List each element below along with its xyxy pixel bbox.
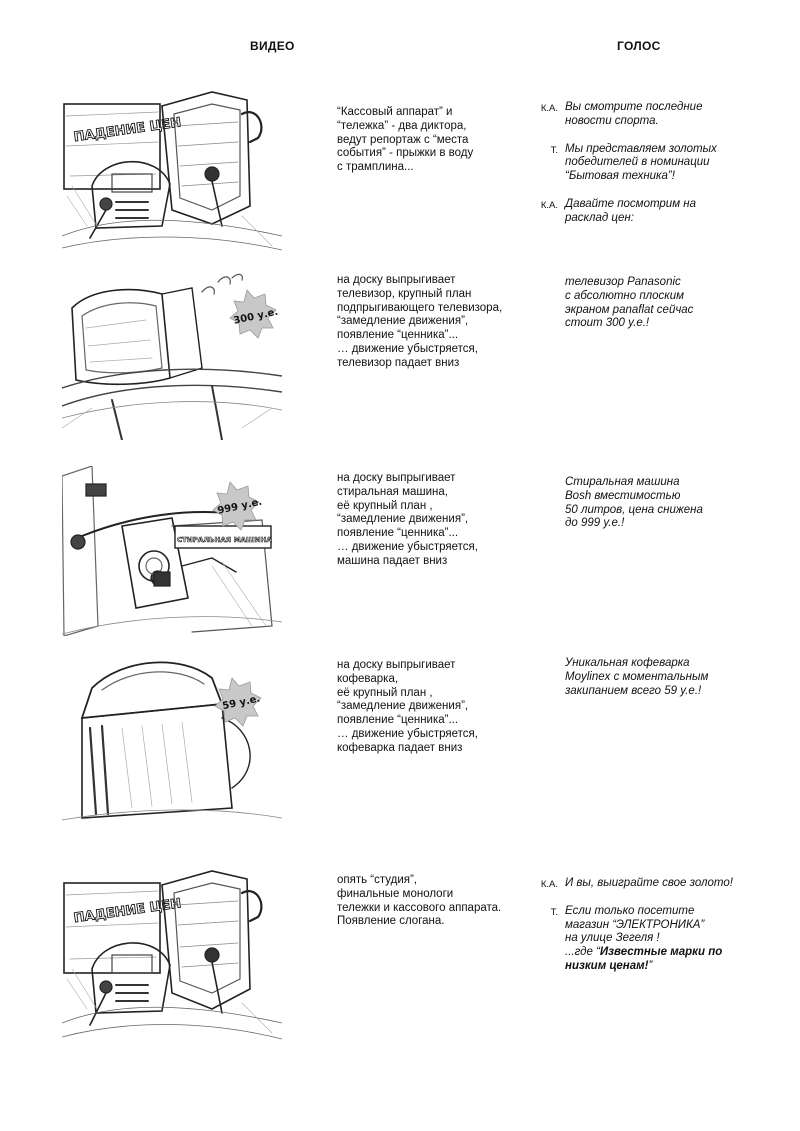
scene-4-price-tag: 59 у.е. bbox=[221, 693, 262, 713]
voice-line bbox=[530, 905, 790, 974]
speaker-label: К.А. bbox=[540, 103, 558, 114]
voice-text: телевизор Panasonic bbox=[565, 276, 681, 288]
scene-2-video-line: … движение убыстряется, bbox=[337, 342, 478, 355]
scene-1-video-line: ведут репортаж с “места bbox=[337, 133, 469, 146]
speaker-label: К.А. bbox=[540, 199, 558, 211]
scene-3-video-line: появление “ценника”... bbox=[337, 527, 459, 540]
scene-2-sketch-image bbox=[62, 268, 282, 440]
scene-3-sketch-image bbox=[62, 466, 282, 636]
scene-4-video-line: кофеварка, bbox=[337, 672, 399, 685]
scene-3-video-description bbox=[337, 472, 522, 569]
scene-3-video-line: машина падает вниз bbox=[337, 554, 448, 567]
slogan-suffix: ” bbox=[648, 959, 653, 972]
voice-line bbox=[530, 657, 790, 698]
scene-4-video-description bbox=[337, 659, 522, 756]
slogan-prefix: ...где “ bbox=[565, 946, 600, 959]
scene-4-video-line: … движение убыстряется, bbox=[337, 727, 478, 740]
scene-5-sketch-image bbox=[62, 863, 282, 1043]
voice-text: Уникальная кофеварка bbox=[565, 657, 690, 669]
voice-text: Bosh вместимостью bbox=[565, 489, 681, 502]
scene-3-price-tag: 999 у.е. bbox=[216, 496, 264, 517]
scene-4-voice bbox=[530, 657, 790, 712]
voice-line bbox=[530, 101, 790, 129]
voice-text: до 999 у.е.! bbox=[565, 517, 625, 530]
voice-line bbox=[530, 276, 790, 331]
voice-text: закипанием всего 59 у.е.! bbox=[565, 684, 702, 697]
speaker-label: Т. bbox=[550, 144, 558, 156]
slogan-line bbox=[565, 946, 790, 960]
voice-text: И вы, выиграйте свое золото! bbox=[565, 877, 733, 889]
scene-1-voice bbox=[530, 101, 790, 240]
scene-5-video-line: финальные монологи bbox=[337, 887, 454, 900]
voice-text: Мы представляем золотых bbox=[565, 142, 717, 155]
scene-4-video-line: появление “ценника”... bbox=[337, 714, 459, 727]
scene-4-video-line: “замедление движения”, bbox=[337, 700, 469, 713]
scene-5-sign-text: ПАДЕНИЕ ЦЕН bbox=[72, 896, 183, 927]
voice-text: магазин “ЭЛЕКТРОНИКА” bbox=[565, 918, 705, 931]
voice-text: победителей в номинации bbox=[565, 156, 710, 169]
slogan-line bbox=[565, 960, 790, 974]
voice-text: Вы смотрите последние bbox=[565, 101, 703, 113]
scene-1-video-line: “тележка” - два диктора, bbox=[337, 119, 467, 132]
scene-5-video-line: Появление слогана. bbox=[337, 915, 445, 928]
scene-5-video-line: тележки и кассового аппарата. bbox=[337, 901, 502, 914]
scene-2-video-line: телевизор, крупный план bbox=[337, 287, 472, 300]
speaker-label: К.А. bbox=[540, 879, 558, 890]
scene-2-video-line: подпрыгивающего телевизора, bbox=[337, 301, 503, 314]
scene-1-video-description bbox=[337, 106, 522, 175]
voice-line bbox=[530, 476, 790, 531]
scene-4-video-line: кофеварка падает вниз bbox=[337, 741, 463, 754]
scene-2-video-line: появление “ценника”... bbox=[337, 329, 459, 342]
scene-1-sign-text: ПАДЕНИЕ ЦЕН bbox=[72, 115, 183, 146]
scene-1-video-line: с трамплина... bbox=[337, 161, 414, 174]
scene-2-price-tag: 300 у.е. bbox=[232, 306, 280, 327]
scene-2-video-line: телевизор падает вниз bbox=[337, 356, 460, 369]
voice-text: Стиральная машина bbox=[565, 476, 680, 488]
voice-text: экраном panaflat сейчас bbox=[565, 303, 694, 316]
voice-text: на улице Зегеля ! bbox=[565, 932, 660, 945]
voice-line bbox=[530, 198, 790, 226]
voice-text: Moylinex с моментальным bbox=[565, 670, 709, 683]
slogan-bold: низким ценам! bbox=[565, 959, 649, 972]
scene-2-video-line: “замедление движения”, bbox=[337, 315, 469, 328]
scene-1-sketch-image bbox=[62, 86, 282, 254]
voice-text: новости спорта. bbox=[565, 114, 659, 127]
voice-column-header: ГОЛОС bbox=[617, 39, 661, 53]
scene-2-video-line: на доску выпрыгивает bbox=[337, 274, 456, 286]
scene-3-video-line: … движение убыстряется, bbox=[337, 540, 478, 553]
scene-3-voice bbox=[530, 476, 790, 545]
scene-1-video-line: “Кассовый аппарат” и bbox=[337, 106, 453, 118]
scene-3-sign-text: СТИРАЛЬНАЯ МАШИНА bbox=[177, 536, 272, 544]
scene-5-video-description bbox=[337, 874, 522, 929]
voice-text: 50 литров, цена снижена bbox=[565, 503, 703, 516]
scene-5-video-line: опять “студия”, bbox=[337, 874, 418, 886]
voice-line bbox=[530, 143, 790, 184]
voice-text: “Бытовая техника”! bbox=[565, 170, 675, 183]
slogan-bold: Известные марки по bbox=[599, 946, 723, 959]
voice-text: Давайте посмотрим на bbox=[565, 197, 697, 210]
voice-line bbox=[530, 877, 790, 891]
scene-2-video-description bbox=[337, 274, 522, 371]
speaker-label: Т. bbox=[550, 906, 558, 918]
scene-5-voice bbox=[530, 877, 790, 988]
video-column-header: ВИДЕО bbox=[250, 39, 295, 53]
voice-text: с абсолютно плоским bbox=[565, 289, 685, 302]
voice-text: Если только посетите bbox=[565, 904, 695, 917]
scene-4-video-line: её крупный план , bbox=[337, 686, 433, 699]
scene-3-video-line: на доску выпрыгивает bbox=[337, 472, 456, 484]
scene-2-voice bbox=[530, 276, 790, 345]
scene-3-video-line: стиральная машина, bbox=[337, 485, 448, 498]
scene-4-sketch-image bbox=[62, 658, 282, 823]
scene-3-video-line: “замедление движения”, bbox=[337, 513, 469, 526]
scene-4-video-line: на доску выпрыгивает bbox=[337, 659, 456, 671]
voice-text: расклад цен: bbox=[565, 211, 634, 224]
scene-1-video-line: события” - прыжки в воду bbox=[337, 147, 474, 160]
scene-3-video-line: её крупный план , bbox=[337, 499, 433, 512]
voice-text: стоит 300 у.е.! bbox=[565, 317, 650, 330]
